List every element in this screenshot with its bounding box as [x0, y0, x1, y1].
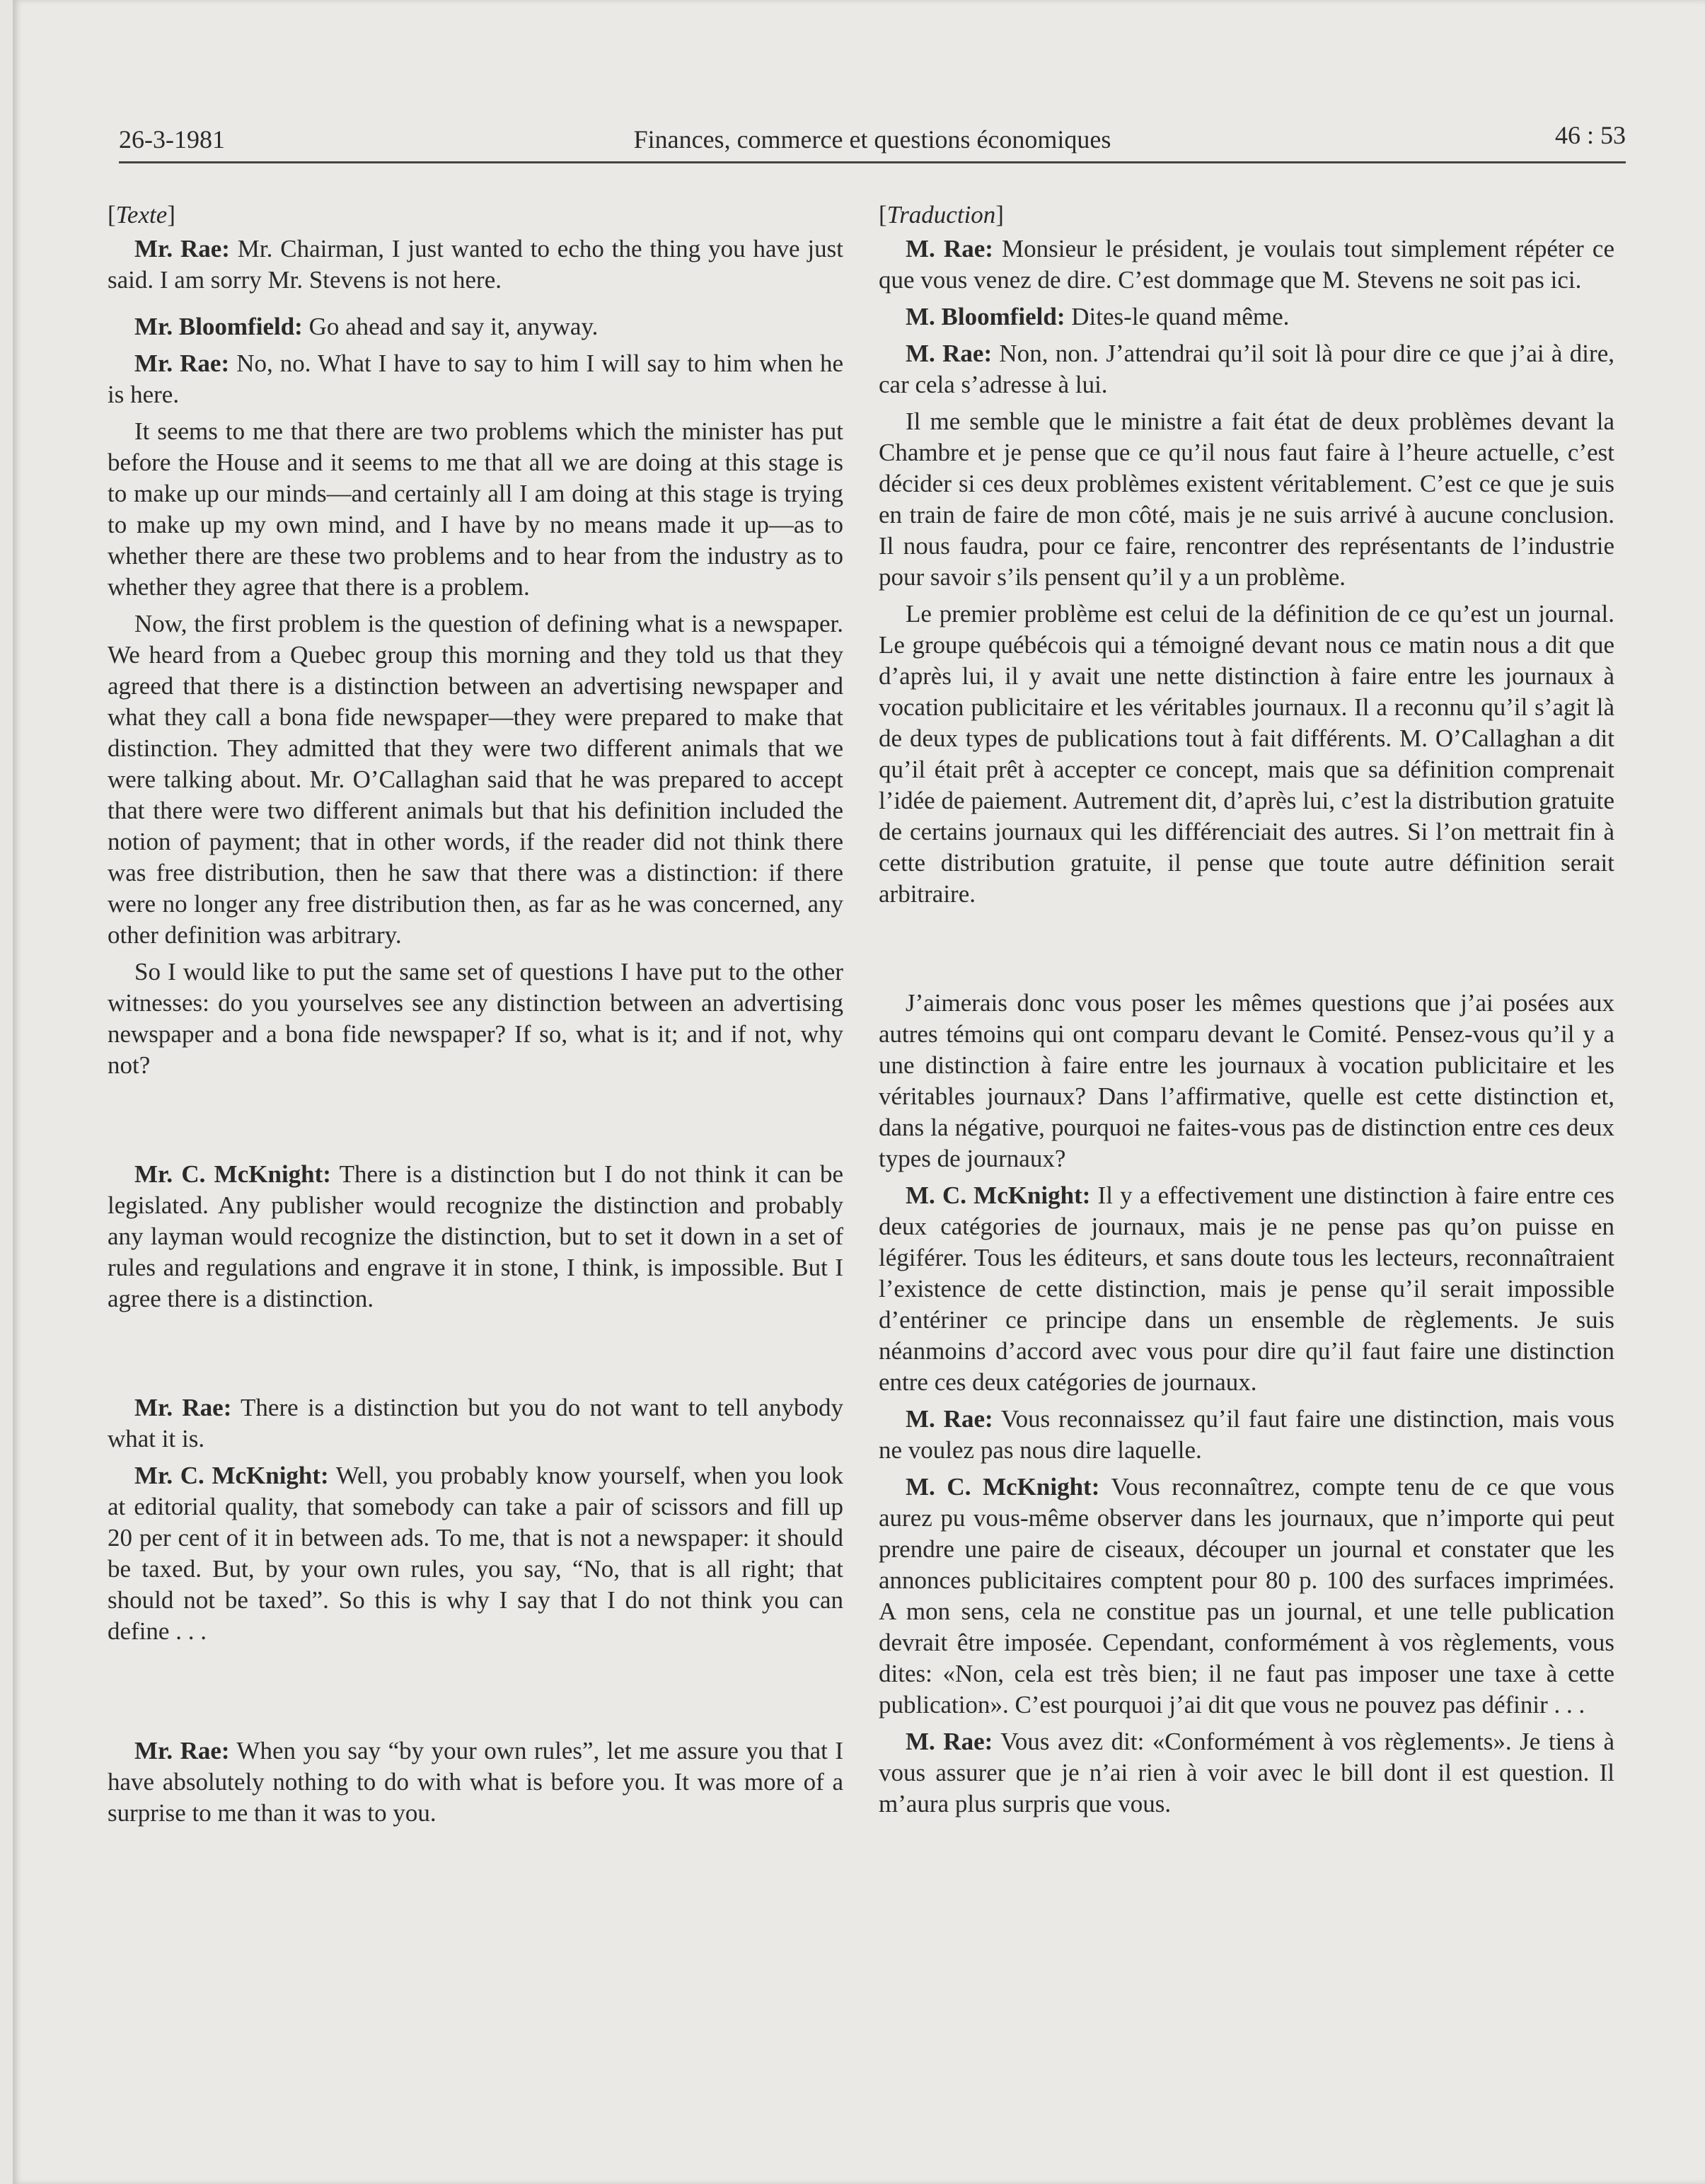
speaker-label: M. C. McKnight:	[906, 1181, 1091, 1209]
paragraph: Mr. Rae: When you say “by your own rules”, let me assure you that I have absolutely nothing to do with what is before you. It was more of a surprise to me than it was to you.	[108, 1737, 843, 1827]
header-date: 26-3-1981	[119, 125, 225, 154]
speaker-label: Mr. Rae:	[134, 349, 230, 377]
paragraph: Mr. C. McKnight: There is a distinction but I do not think it can be legislated. Any publisher would recognize the distinction and probably any layman would recognize the distinction, but to set it down in a set of rules and regulations and engrave it in stone, I think, is impossible. But I agree there is a distinction.	[108, 1160, 843, 1312]
header-page-number: 46 : 53	[1554, 121, 1626, 149]
paragraph: Mr. Rae: There is a distinction but you do not want to tell anybody what it is.	[108, 1394, 843, 1452]
paragraph: M. Rae: Vous avez dit: «Conformément à vos règlements». Je tiens à vous assurer que je n’ai rien à voir avec le bill dont il est question. Il m’aura plus surpris que vous.	[879, 1728, 1614, 1818]
paragraph: It seems to me that there are two problems which the minister has put before the House and it seems to me that all we are doing at this stage is to make up our minds—and certainly all I am doing at this stage is trying to make up my own mind, and I have by no means made it up—as to whether there are these two problems and to hear from the industry as to whether they agree that there is a problem.	[108, 417, 843, 601]
paragraph: Mr. Bloomfield: Go ahead and say it, anyway.	[134, 313, 599, 340]
speaker-label: M. Rae:	[906, 235, 993, 262]
speaker-label: M. Rae:	[906, 1728, 993, 1755]
speaker-label: Mr. Rae:	[134, 1737, 230, 1764]
paragraph: M. Rae: Non, non. J’attendrai qu’il soit là pour dire ce que j’ai à dire, car cela s’adresse à lui.	[879, 340, 1614, 398]
speaker-label: Mr. C. McKnight:	[134, 1160, 331, 1188]
paragraph: J’aimerais donc vous poser les mêmes questions que j’ai posées aux autres témoins qui ont comparu devant le Comité. Pensez-vous qu’il y a une distinction à faire entre les journaux à vocation publicitaire et les véritables journaux? Dans l’affirmative, quelle est cette distinction et, dans la négative, pourquoi ne faites-vous pas de distinction entre ces deux types de journaux?	[879, 989, 1614, 1172]
paragraph: Mr. C. McKnight: Well, you probably know yourself, when you look at editorial quality, that somebody can take a pair of scissors and fill up 20 per cent of it in between ads. To me, that is not a newspaper: it should be taxed. But, by your own rules, you say, “No, that is all right; that should not be taxed”. So this is why I say that I do not think you can define . . .	[108, 1462, 843, 1645]
paragraph: M. Bloomfield: Dites-le quand même.	[906, 303, 1290, 330]
speaker-label: Mr. C. McKnight:	[134, 1462, 329, 1489]
page-header	[119, 119, 1626, 163]
french-column	[879, 200, 1614, 1820]
paragraph: So I would like to put the same set of questions I have put to the other witnesses: do you yourselves see any distinction between an advertising newspaper and a bona fide newspaper? If so, what is it; and if not, why not?	[108, 958, 843, 1079]
paragraph: M. Rae: Monsieur le président, je voulais tout simplement répéter ce que vous venez de dire. C’est dommage que M. Stevens ne soit pas ici.	[879, 235, 1614, 294]
paragraph: Il me semble que le ministre a fait état de deux problèmes devant la Chambre et je pense que ce qu’il nous faut faire à l’heure actuelle, c’est décider si ces deux problèmes existent véritablement. C’est ce que je suis en train de faire de mon côté, mais je ne suis arrivé à aucune conclusion. Il nous faudra, pour ce faire, rencontrer des représentants de l’industrie pour savoir s’ils pensent qu’il y a un problème.	[879, 408, 1614, 591]
header-title: Finances, commerce et questions économiques	[633, 125, 1111, 154]
paragraph: Now, the first problem is the question of defining what is a newspaper. We heard from a Quebec group this morning and they told us that they agreed that there is a distinction between an advertising newspaper and what they call a bona fide newspaper—they were prepared to make that distinction. They admitted that they were two different animals that we were talking about. Mr. O’Callaghan said that he was prepared to accept that there were two different animals but that his definition included the notion of payment; that in other words, if the reader did not think there was free distribution, then he saw that there was a distinction: if there were no longer any free distribution then, as far as he was concerned, any other definition was arbitrary.	[108, 610, 843, 949]
paragraph: M. C. McKnight: Il y a effectivement une distinction à faire entre ces deux catégories de journaux, mais je ne pense pas qu’on puisse en légiférer. Tous les éditeurs, et sans doute tous les lecteurs, reconnaîtraient l’existence de cette distinction, mais je pense qu’il serait impossible d’entériner ce principe dans un ensemble de règlements. Je suis néanmoins d’accord avec vous pour dire qu’il faut faire une distinction entre ces deux catégories de journaux.	[879, 1181, 1614, 1396]
paragraph: Le premier problème est celui de la définition de ce qu’est un journal. Le groupe québécois qui a témoigné devant nous ce matin nous a dit que d’après lui, il y avait une nette distinction à faire entre les journaux à vocation publicitaire et les véritables journaux. Il a reconnu qu’il s’agit là de deux types de publications tout à fait différents. M. O’Callaghan a dit qu’il était prêt à accepter ce concept, mais que sa définition comprenait l’idée de paiement. Autrement dit, d’après lui, c’est la distribution gratuite de certains journaux qui les différenciait des autres. Si l’on mettrait fin à cette distribution gratuite, il pense que toute autre définition serait arbitraire.	[879, 600, 1614, 908]
speaker-label: M. C. McKnight:	[906, 1473, 1100, 1501]
speaker-label: Mr. Rae:	[134, 1394, 232, 1421]
speaker-label: M. Bloomfield:	[906, 303, 1065, 330]
speaker-label: Mr. Rae:	[134, 235, 230, 262]
section-tag-traduction: [Traduction]	[879, 201, 1004, 229]
paragraph: Mr. Rae: Mr. Chairman, I just wanted to echo the thing you have just said. I am sorry Mr. Stevens is not here.	[108, 235, 844, 294]
section-tag-texte: [Texte]	[108, 201, 175, 229]
speaker-label: Mr. Bloomfield:	[134, 313, 303, 340]
paragraph: Mr. Rae: No, no. What I have to say to him I will say to him when he is here.	[108, 349, 843, 408]
paragraph: M. Rae: Vous reconnaissez qu’il faut faire une distinction, mais vous ne voulez pas nous dire laquelle.	[879, 1405, 1614, 1464]
english-column	[108, 200, 843, 1829]
paragraph: M. C. McKnight: Vous reconnaîtrez, compte tenu de ce que vous aurez pu vous-même observer dans les journaux, que n’importe qui peut prendre une paire de ciseaux, découper un journal et constater que les annonces publicitaires comptent pour 80 p. 100 des surfaces imprimées. A mon sens, cela ne constitue pas un journal, et une telle publication devrait être imposée. Cependant, conformément à vos règlements, vous dites: «Non, cela est très bien; il ne faut pas imposer une taxe à cette publication». C’est pourquoi j’ai dit que vous ne pouvez pas définir . . .	[879, 1473, 1614, 1718]
speaker-label: M. Rae:	[906, 1405, 993, 1433]
speaker-label: M. Rae:	[906, 340, 993, 367]
